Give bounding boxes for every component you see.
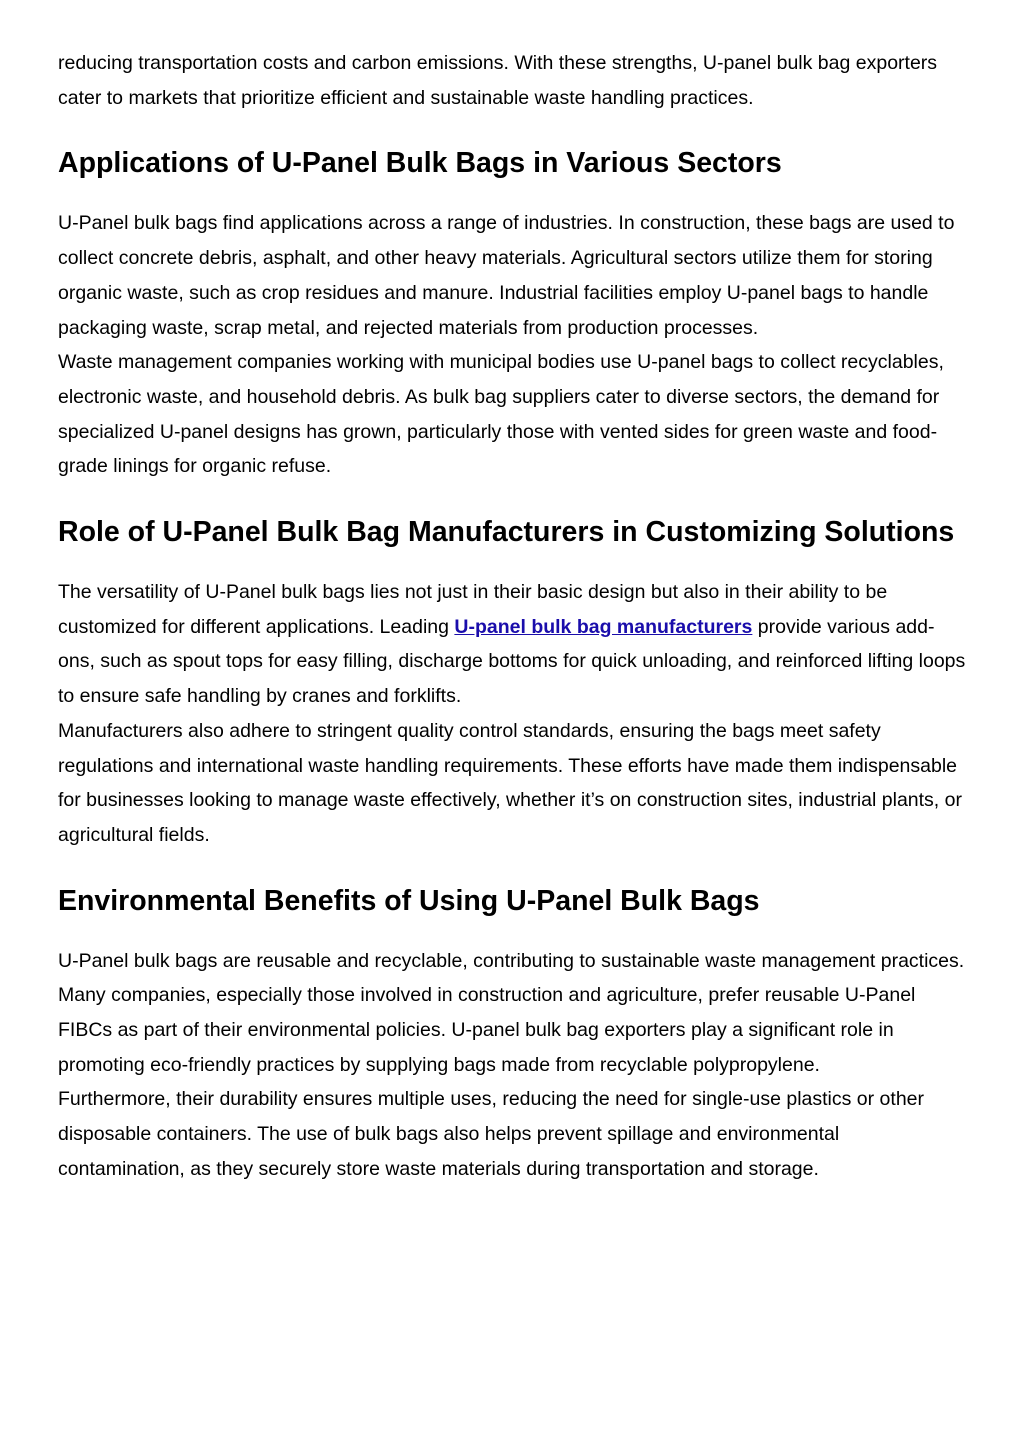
applications-paragraph-2: Waste management companies working with municipal bodies use U-panel bags to collect recyclables, electronic waste, and household debris. As bulk bag suppliers cater to diverse sectors, the demand for specialized U-panel designs has grown, particularly those with vented sides for green waste and food-grade linings for organic refuse. bbox=[58, 351, 944, 478]
section-heading-manufacturers: Role of U-Panel Bulk Bag Manufacturers in Customizing Solutions bbox=[58, 516, 955, 549]
environmental-paragraph-2: Furthermore, their durability ensures multiple uses, reducing the need for single-use plastics or other disposable containers. The use of bulk bags also helps prevent spillage and environmental contamination, as they securely store waste materials during transportation and storage. bbox=[58, 1088, 925, 1180]
document-page bbox=[58, 46, 970, 1187]
environmental-paragraph-1: U-Panel bulk bags are reusable and recyclable, contributing to sustainable waste management practices. Many companies, especially those involved in construction and agriculture, prefer reusable U-Panel FIBCs as part of their environmental policies. U-panel bulk bag exporters play a significant role in promoting eco-friendly practices by supplying bags made from recyclable polypropylene. bbox=[58, 949, 965, 1076]
applications-paragraph-1: U-Panel bulk bags find applications across a range of industries. In construction, these bags are used to collect concrete debris, asphalt, and other heavy materials. Agricultural sectors utilize them for storing organic waste, such as crop residues and manure. Industrial facilities employ U-panel bags to handle packaging waste, scrap metal, and rejected materials from production processes. bbox=[58, 212, 955, 339]
manufacturers-paragraph-1-end: provide various add-ons, such as spout tops for easy filling, discharge bottoms for quick unloading, and reinforced lifting loops to ensure safe handling by cranes and forklifts. bbox=[58, 615, 966, 708]
section-heading-applications: Applications of U-Panel Bulk Bags in Various Sectors bbox=[58, 147, 782, 180]
manufacturers-link[interactable]: U-panel bulk bag manufacturers bbox=[454, 615, 753, 638]
manufacturers-paragraph-2: Manufacturers also adhere to stringent quality control standards, ensuring the bags meet safety regulations and international waste handling requirements. These efforts have made them indispensable for businesses looking to manage waste effectively, whether it’s on construction sites, industrial plants, or agricultural fields. bbox=[58, 719, 962, 846]
section-heading-environmental: Environmental Benefits of Using U-Panel Bulk Bags bbox=[58, 884, 760, 917]
intro-paragraph: reducing transportation costs and carbon emissions. With these strengths, U-panel bulk bag exporters cater to markets that prioritize efficient and sustainable waste handling practices. bbox=[58, 52, 938, 109]
manufacturers-paragraph-1-start: The versatility of U-Panel bulk bags lies not just in their basic design but also in their ability to be customized for different applications. Leading bbox=[58, 581, 888, 638]
manufacturers-paragraph-1 bbox=[58, 575, 970, 714]
